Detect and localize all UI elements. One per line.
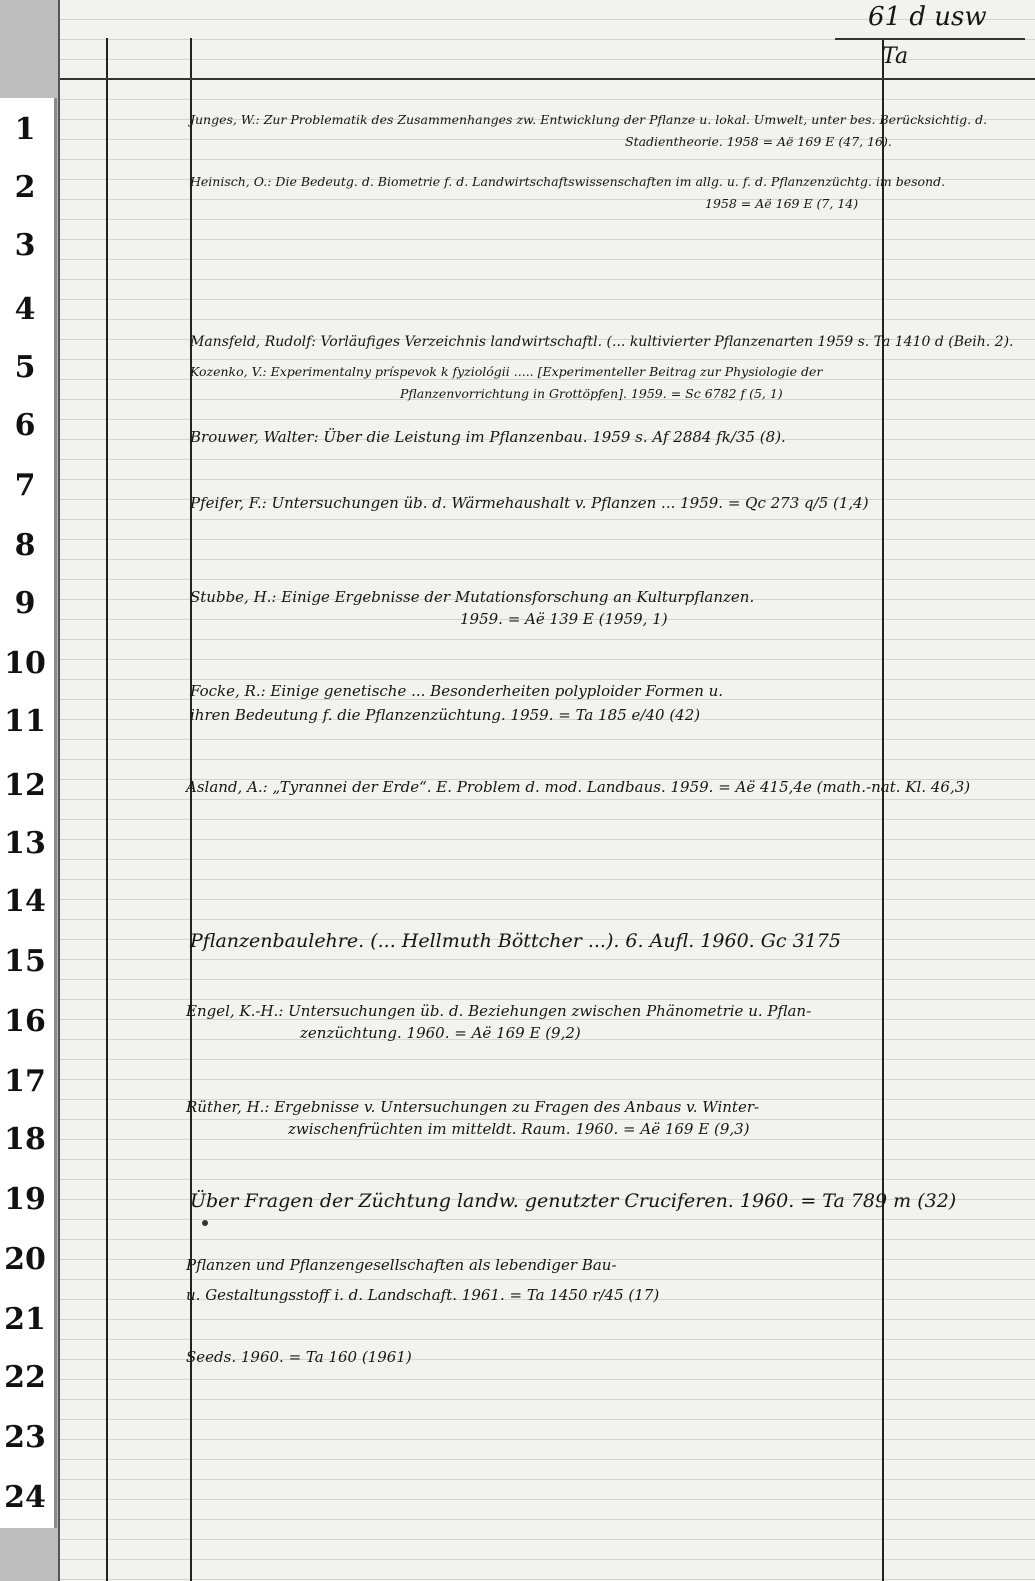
catalog-entry-line1: Seeds. 1960. = Ta 160 (1961): [186, 1348, 412, 1366]
row-number: 9: [14, 586, 36, 621]
row-number-column: [0, 98, 57, 1528]
margin-rule-left: [106, 38, 108, 1581]
row-number: 21: [4, 1302, 46, 1337]
ledger-sheet: [58, 0, 1035, 1581]
shelfmark-top: 61 d usw: [868, 2, 987, 32]
row-number: 12: [4, 768, 46, 803]
row-number: 15: [4, 944, 46, 979]
catalog-entry-line1: Stubbe, H.: Einige Ergebnisse der Mutationsforschung an Kulturpflanzen.: [190, 588, 755, 606]
ink-dot: [202, 1220, 208, 1226]
row-number: 14: [4, 884, 46, 919]
catalog-entry-line2: u. Gestaltungsstoff i. d. Landschaft. 1961. = Ta 1450 r/45 (17): [186, 1286, 660, 1304]
catalog-entry-line1: Kozenko, V.: Experimentalny príspevok k fyziológii ..... [Experimenteller Beitrag zur Physiologie der: [190, 364, 823, 379]
catalog-entry-line1: Pflanzenbaulehre. (... Hellmuth Böttcher ...). 6. Aufl. 1960. Gc 3175: [190, 930, 841, 952]
catalog-entry-line1: Heinisch, O.: Die Bedeutg. d. Biometrie f. d. Landwirtschaftswissenschaften im allg. u. f. d. Pflanzenzüchtg. im besond.: [190, 174, 946, 189]
catalog-entry-line1: Mansfeld, Rudolf: Vorläufiges Verzeichnis landwirtschaftl. (... kultivierter Pflanzenarten 1959 s. Ta 1410 d (Beih. 2).: [190, 334, 1014, 350]
row-number: 3: [14, 228, 36, 263]
row-number: 6: [14, 408, 36, 443]
catalog-entry-line2: zenzüchtung. 1960. = Aë 169 E (9,2): [300, 1024, 581, 1042]
row-number: 10: [4, 646, 46, 681]
catalog-entry-line1: Pfeifer, F.: Untersuchungen üb. d. Wärmehaushalt v. Pflanzen ... 1959. = Qc 273 q/5 (1,4): [190, 494, 869, 512]
row-number: 13: [4, 826, 46, 861]
row-number: 7: [14, 468, 36, 503]
catalog-entry-line1: Asland, A.: „Tyrannei der Erde“. E. Problem d. mod. Landbaus. 1959. = Aë 415,4e (math.-nat. Kl. 46,3): [186, 778, 971, 796]
row-number: 1: [14, 112, 36, 147]
catalog-entry-line2: ihren Bedeutung f. die Pflanzenzüchtung. 1959. = Ta 185 e/40 (42): [190, 706, 701, 724]
margin-rule-right: [882, 38, 884, 1581]
row-number: 20: [4, 1242, 46, 1277]
row-number: 23: [4, 1420, 46, 1455]
row-number: 18: [4, 1122, 46, 1157]
catalog-entry-line1: Focke, R.: Einige genetische ... Besonderheiten polyploider Formen u.: [190, 682, 724, 700]
row-number: 2: [14, 170, 36, 205]
catalog-entry-line2: 1959. = Aë 139 E (1959, 1): [460, 610, 668, 628]
shelfmark-rule: [835, 38, 1025, 40]
shelfmark-bottom: Ta: [882, 44, 909, 69]
row-number: 16: [4, 1004, 46, 1039]
row-number: 4: [14, 292, 36, 327]
row-number: 17: [4, 1064, 46, 1099]
catalog-entry-line2: zwischenfrüchten im mitteldt. Raum. 1960. = Aë 169 E (9,3): [288, 1120, 750, 1138]
catalog-entry-line2: 1958 = Aë 169 E (7, 14): [705, 196, 859, 211]
catalog-entry-line1: Pflanzen und Pflanzengesellschaften als lebendiger Bau-: [186, 1256, 617, 1274]
header-rule: [60, 78, 1035, 80]
catalog-entry-line2: Stadientheorie. 1958 = Aë 169 E (47, 16).: [625, 134, 892, 149]
catalog-entry-line1: Brouwer, Walter: Über die Leistung im Pflanzenbau. 1959 s. Af 2884 fk/35 (8).: [190, 428, 786, 446]
catalog-entry-line1: Junges, W.: Zur Problematik des Zusammenhanges zw. Entwicklung der Pflanze u. lokal. Umwelt, unter bes. Berücksichtig. d.: [190, 112, 988, 127]
row-number: 22: [4, 1360, 46, 1395]
row-number: 19: [4, 1182, 46, 1217]
catalog-entry-line1: Engel, K.-H.: Untersuchungen üb. d. Beziehungen zwischen Phänometrie u. Pflan-: [186, 1002, 812, 1020]
row-number: 5: [14, 350, 36, 385]
row-number: 11: [4, 704, 46, 739]
row-number: 24: [4, 1480, 46, 1515]
catalog-entry-line1: Über Fragen der Züchtung landw. genutzter Cruciferen. 1960. = Ta 789 m (32): [190, 1190, 957, 1212]
catalog-entry-line2: Pflanzenvorrichtung in Grottöpfen]. 1959. = Sc 6782 f (5, 1): [400, 386, 783, 401]
catalog-entry-line1: Rüther, H.: Ergebnisse v. Untersuchungen zu Fragen des Anbaus v. Winter-: [186, 1098, 760, 1116]
row-number: 8: [14, 528, 36, 563]
